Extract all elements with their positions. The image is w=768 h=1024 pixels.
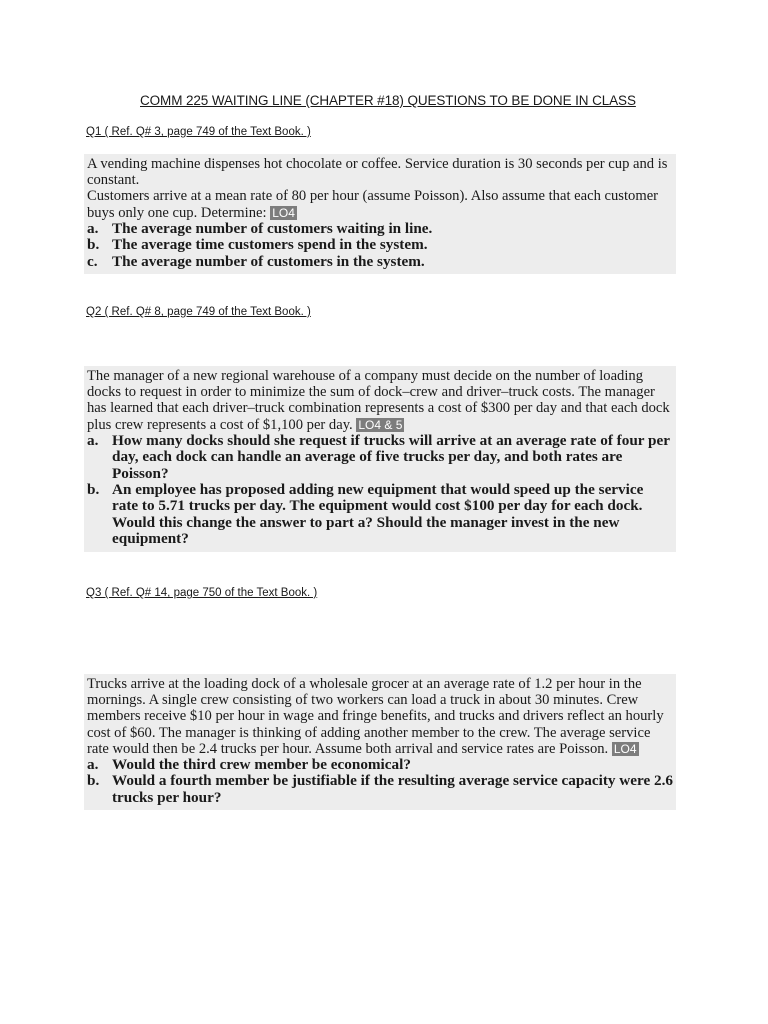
list-item: a. How many docks should she request if trucks will arrive at an average rate of four per day, each dock can handle an average of five trucks per day, and both rates are Poisson? bbox=[87, 431, 670, 482]
learning-objective-tag: LO4 bbox=[613, 741, 637, 756]
question-3-text: Trucks arrive at the loading dock of a wholesale grocer at an average rate of 1.2 per hour in the mornings. A single crew consisting of two workers can load a truck in about 30 minutes. Crew members receive $10 per hour in wage and fringe benefits, and trucks and drivers reflect an hourly cost of $60. The manager is thinking of adding another member to the crew. The average service rate would then be 2.4 trucks per hour. Assume both arrival and service rates are Poisson. LO4 bbox=[87, 676, 664, 757]
question-1-block bbox=[84, 154, 676, 274]
question-2-reference: Q2 ( Ref. Q# 8, page 749 of the Text Book. ) bbox=[86, 306, 311, 318]
question-2-block bbox=[84, 366, 676, 552]
question-2-items bbox=[87, 433, 673, 548]
question-3-items bbox=[87, 757, 673, 806]
learning-objective-tag: LO4 bbox=[272, 205, 295, 220]
page-title: COMM 225 WAITING LINE (CHAPTER #18) QUESTIONS TO BE DONE IN CLASS bbox=[140, 93, 636, 108]
question-1-items bbox=[87, 221, 673, 270]
question-1-text: A vending machine dispenses hot chocolate or coffee. Service duration is 30 seconds per cup and is constant. bbox=[87, 156, 668, 189]
list-item: b. The average time customers spend in the system. bbox=[87, 236, 428, 254]
question-1-text-2: Customers arrive at a mean rate of 80 per hour (assume Poisson). Also assume that each customer buys only one cup. Determine: LO4 bbox=[87, 188, 659, 221]
question-1-reference: Q1 ( Ref. Q# 3, page 749 of the Text Book. ) bbox=[86, 126, 311, 138]
learning-objective-tag: LO4 & 5 bbox=[358, 417, 403, 432]
list-item: c. The average number of customers in the system. bbox=[87, 252, 425, 270]
question-3-reference: Q3 ( Ref. Q# 14, page 750 of the Text Book. ) bbox=[86, 587, 318, 599]
list-item: b. Would a fourth member be justifiable if the resulting average service capacity were 2.6 trucks per hour? bbox=[87, 772, 674, 806]
question-2-text: The manager of a new regional warehouse of a company must decide on the number of loading docks to request in order to minimize the sum of dock–crew and driver–truck costs. The manager has learned that each driver–truck combination represents a cost of $300 per day and that each dock plus crew represents a cost of $1,100 per day. LO4 & 5 bbox=[87, 368, 670, 433]
question-3-block bbox=[84, 674, 676, 810]
list-item: a. The average number of customers waiting in line. bbox=[87, 219, 433, 237]
list-item: b. An employee has proposed adding new equipment that would speed up the service rate to 5.71 trucks per day. The equipment would cost $100 per day for each dock. Would this change the answer to part a? Should the manager invest in the new equipment? bbox=[87, 481, 644, 548]
list-item: a. Would the third crew member be economical? bbox=[87, 756, 411, 774]
